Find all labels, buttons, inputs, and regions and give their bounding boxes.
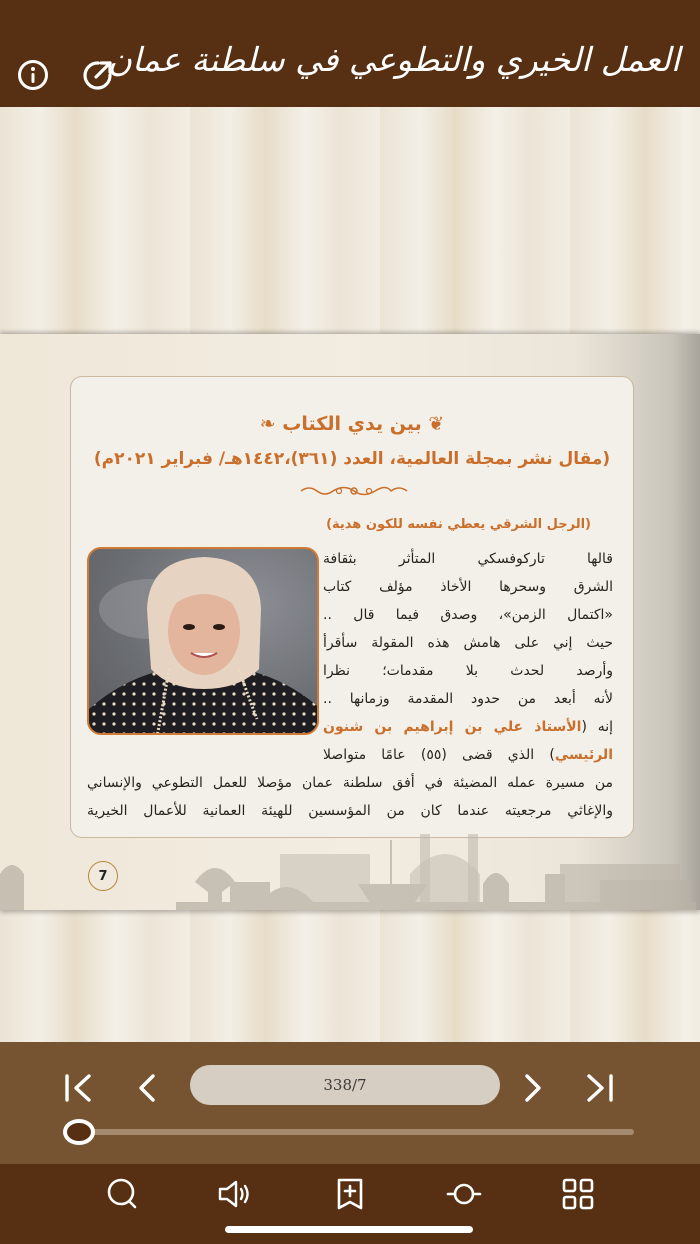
table-of-contents-button[interactable] (444, 1174, 484, 1214)
page-navigation-bar (0, 1042, 700, 1164)
info-button[interactable] (16, 58, 50, 92)
page-indicator[interactable]: 338/7 (190, 1065, 500, 1105)
quote-title: (الرجل الشرقي يعطي نفسه للكون هدية) (326, 517, 591, 532)
audio-icon (217, 1179, 253, 1209)
app-header (0, 0, 700, 107)
highlighted-name: الرئيسي (554, 747, 613, 763)
text-line: لأنه أبعد من حدود المقدمة وزمانها .. (323, 691, 613, 707)
info-icon (17, 59, 49, 91)
add-bookmark-button[interactable] (330, 1174, 370, 1214)
text-line: وأرصد لحدث بلا مقدمات؛ نظرا (323, 663, 613, 679)
fleuron-icon: ❧ (259, 413, 283, 435)
audio-button[interactable] (215, 1174, 255, 1214)
prev-page-button[interactable] (127, 1070, 167, 1106)
text-line: من مسيرة عمله المضيئة في أفق سلطنة عمان مؤصلا للعمل التطوعي والإنساني (87, 775, 613, 791)
last-page-icon (581, 1073, 615, 1103)
next-page-button[interactable] (513, 1070, 553, 1106)
first-page-icon (63, 1073, 97, 1103)
search-button[interactable] (103, 1174, 143, 1214)
next-page-icon (521, 1073, 545, 1103)
text-line: حيث إني على هامش هذه المقولة سأقرأ (323, 635, 613, 651)
home-indicator[interactable] (225, 1226, 473, 1233)
text-line: «اكتمال الزمن»، وصدق فيما قال .. (323, 607, 613, 623)
text-line: والإغاثي مرجعيته عندما كان من المؤسسين للهيئة العمانية للأعمال الخيرية (87, 803, 613, 819)
divider-ornament-icon (299, 483, 409, 499)
text-line (323, 741, 613, 769)
page-slider-thumb[interactable] (63, 1119, 95, 1145)
text-line: الشرق وسحرها الأخاذ مؤلف كتاب (323, 579, 613, 595)
text-fragment: ) الذي قضى (٥٥) عامًا متواصلا (323, 747, 555, 763)
first-page-button[interactable] (60, 1070, 100, 1106)
grid-icon (561, 1177, 595, 1211)
bookmark-add-icon (335, 1177, 365, 1211)
app-title: العمل الخيري والتطوعي في سلطنة عمان (107, 40, 680, 79)
portrait-photo (87, 547, 319, 735)
page-number-badge: 7 (88, 861, 118, 891)
article-card (70, 376, 634, 838)
search-icon (106, 1177, 140, 1211)
article-body-continued (87, 769, 613, 825)
highlighted-name: الأستاذ علي بن إبراهيم بن شنون (323, 719, 582, 735)
text-line (323, 713, 613, 741)
prev-page-icon (135, 1073, 159, 1103)
fleuron-icon: ❦ (421, 413, 445, 435)
book-page[interactable] (0, 334, 700, 910)
page-slider-track[interactable] (76, 1129, 634, 1135)
portrait-illustration (89, 549, 319, 735)
article-heading: ❦ بين يدي الكتاب ❧ (259, 413, 445, 435)
text-fragment: إنه ( (581, 719, 613, 735)
article-subheading: (مقال نشر بمجلة العالمية، العدد (٣٦١)،١٤٤٢هـ/ فبراير ٢٠٢١م) (93, 449, 611, 469)
toc-icon (446, 1182, 482, 1206)
last-page-button[interactable] (578, 1070, 618, 1106)
article-body (323, 545, 613, 769)
text-line: قالها تاركوفسكي المتأثر بثقافة (323, 551, 613, 567)
thumbnails-button[interactable] (558, 1174, 598, 1214)
